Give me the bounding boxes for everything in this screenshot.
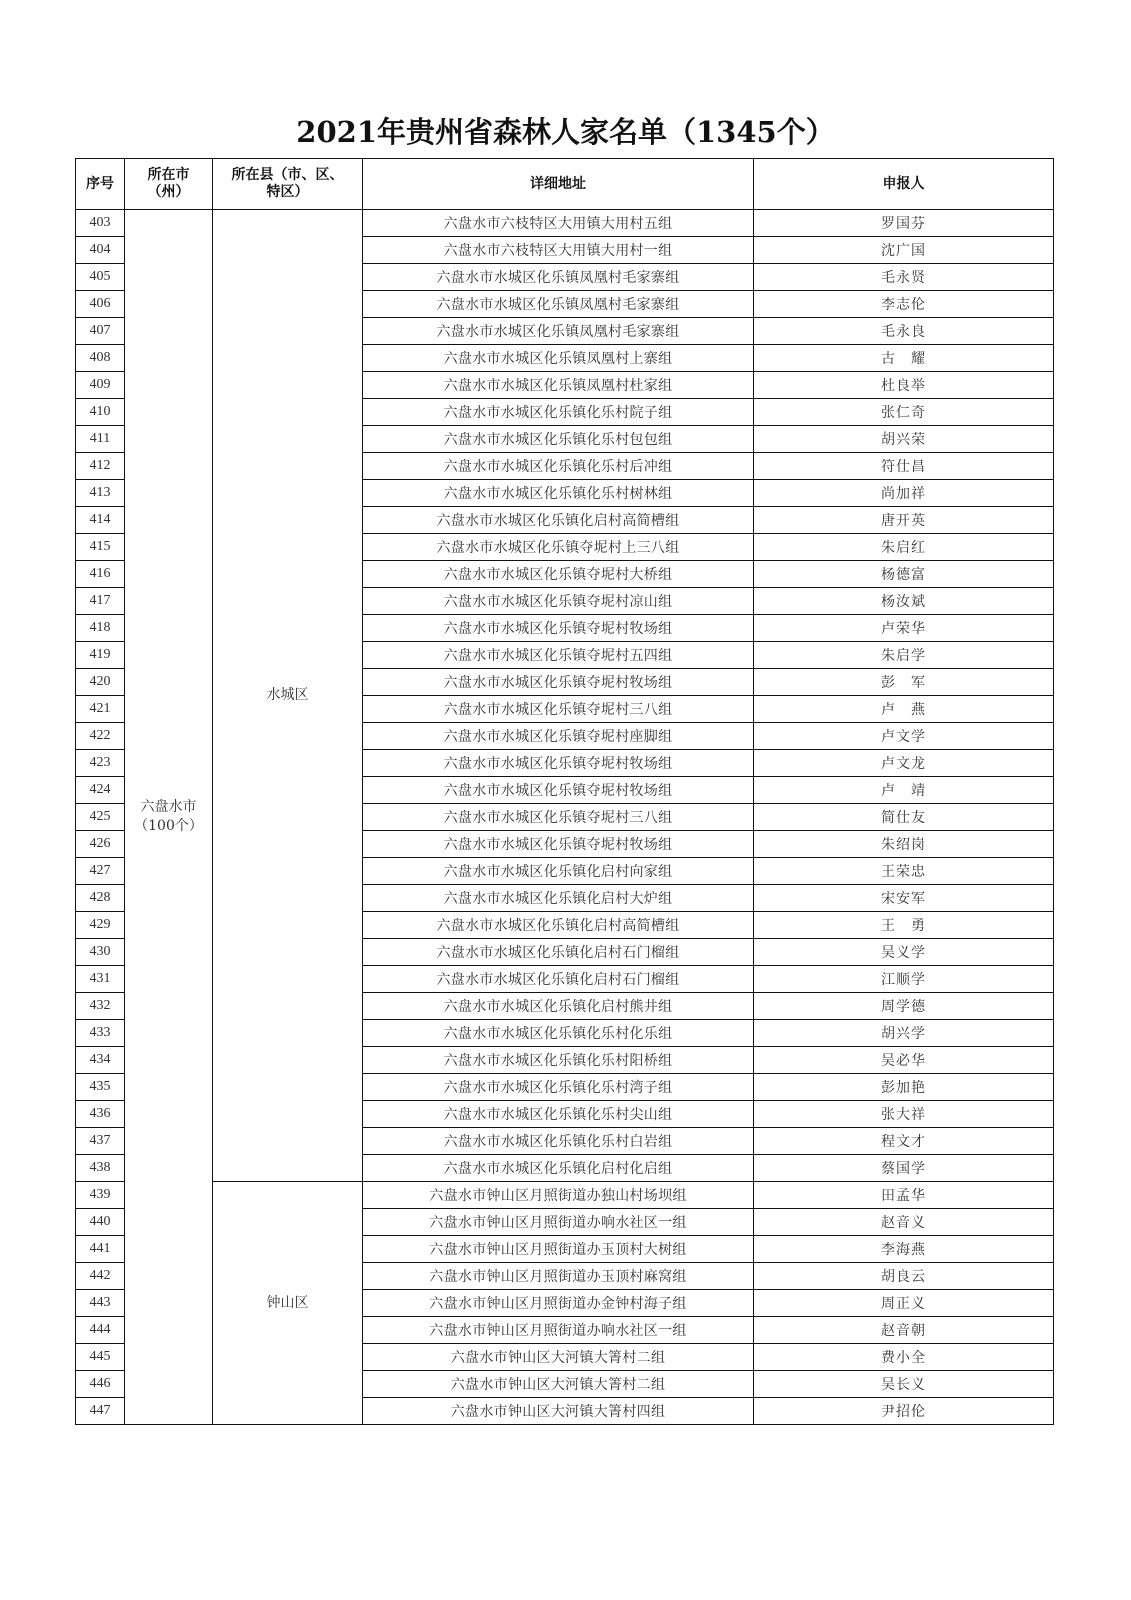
row-address: 六盘水市六枝特区大用镇大用村五组 [363, 210, 754, 237]
row-seq: 443 [76, 1290, 125, 1317]
row-applicant: 周正义 [754, 1290, 1054, 1317]
row-applicant: 毛永贤 [754, 264, 1054, 291]
row-seq: 404 [76, 237, 125, 264]
row-applicant: 王 勇 [754, 912, 1054, 939]
header-county-line2: 特区） [266, 184, 309, 200]
row-applicant: 杨德富 [754, 561, 1054, 588]
row-seq: 437 [76, 1128, 125, 1155]
row-address: 六盘水市水城区化乐镇化启村大炉组 [363, 885, 754, 912]
row-applicant: 周学德 [754, 993, 1054, 1020]
row-seq: 422 [76, 723, 125, 750]
row-address: 六盘水市钟山区月照街道办响水社区一组 [363, 1209, 754, 1236]
row-applicant: 杨汝斌 [754, 588, 1054, 615]
row-applicant: 卢 燕 [754, 696, 1054, 723]
row-address: 六盘水市水城区化乐镇化启村熊井组 [363, 993, 754, 1020]
row-seq: 413 [76, 480, 125, 507]
row-address: 六盘水市水城区化乐镇凤凰村上寨组 [363, 345, 754, 372]
row-address: 六盘水市六枝特区大用镇大用村一组 [363, 237, 754, 264]
row-address: 六盘水市水城区化乐镇凤凰村杜家组 [363, 372, 754, 399]
row-address: 六盘水市水城区化乐镇夺坭村牧场组 [363, 777, 754, 804]
row-address: 六盘水市水城区化乐镇凤凰村毛家寨组 [363, 264, 754, 291]
row-address: 六盘水市水城区化乐镇夺坭村五四组 [363, 642, 754, 669]
row-address: 六盘水市水城区化乐镇凤凰村毛家寨组 [363, 291, 754, 318]
header-city [125, 159, 213, 210]
row-seq: 438 [76, 1155, 125, 1182]
row-applicant: 古 耀 [754, 345, 1054, 372]
row-applicant: 朱启学 [754, 642, 1054, 669]
row-address: 六盘水市钟山区月照街道办玉顶村大树组 [363, 1236, 754, 1263]
row-applicant: 胡良云 [754, 1263, 1054, 1290]
row-applicant: 沈广国 [754, 237, 1054, 264]
row-seq: 436 [76, 1101, 125, 1128]
row-address: 六盘水市水城区化乐镇化乐村化乐组 [363, 1020, 754, 1047]
row-address: 六盘水市水城区化乐镇化乐村树林组 [363, 480, 754, 507]
row-address: 六盘水市水城区化乐镇化乐村阳桥组 [363, 1047, 754, 1074]
row-applicant: 胡兴学 [754, 1020, 1054, 1047]
row-address: 六盘水市钟山区月照街道办金钟村海子组 [363, 1290, 754, 1317]
table-body [76, 210, 1054, 1425]
row-address: 六盘水市水城区化乐镇化启村向家组 [363, 858, 754, 885]
county-cell-zhongshan: 钟山区 [213, 1182, 363, 1425]
row-seq: 409 [76, 372, 125, 399]
header-county [213, 159, 363, 210]
row-applicant: 彭 军 [754, 669, 1054, 696]
row-address: 六盘水市水城区化乐镇化乐村院子组 [363, 399, 754, 426]
row-address: 六盘水市水城区化乐镇凤凰村毛家寨组 [363, 318, 754, 345]
row-seq: 415 [76, 534, 125, 561]
row-seq: 419 [76, 642, 125, 669]
row-seq: 408 [76, 345, 125, 372]
row-address: 六盘水市水城区化乐镇化乐村包包组 [363, 426, 754, 453]
table-row [76, 210, 1054, 237]
row-seq: 426 [76, 831, 125, 858]
row-address: 六盘水市钟山区大河镇大箐村二组 [363, 1371, 754, 1398]
row-address: 六盘水市水城区化乐镇夺坭村牧场组 [363, 615, 754, 642]
row-seq: 420 [76, 669, 125, 696]
row-seq: 446 [76, 1371, 125, 1398]
row-seq: 441 [76, 1236, 125, 1263]
row-address: 六盘水市水城区化乐镇夺坭村大桥组 [363, 561, 754, 588]
row-seq: 433 [76, 1020, 125, 1047]
row-applicant: 吴长义 [754, 1371, 1054, 1398]
row-seq: 412 [76, 453, 125, 480]
row-seq: 405 [76, 264, 125, 291]
row-seq: 440 [76, 1209, 125, 1236]
forest-family-table [75, 158, 1054, 1425]
row-seq: 423 [76, 750, 125, 777]
row-applicant: 尹招伦 [754, 1398, 1054, 1425]
row-address: 六盘水市水城区化乐镇夺坭村三八组 [363, 804, 754, 831]
row-applicant: 卢文龙 [754, 750, 1054, 777]
row-seq: 431 [76, 966, 125, 993]
row-seq: 442 [76, 1263, 125, 1290]
row-address: 六盘水市水城区化乐镇夺坭村座脚组 [363, 723, 754, 750]
row-applicant: 李志伦 [754, 291, 1054, 318]
row-applicant: 罗国芬 [754, 210, 1054, 237]
table-header-row [76, 159, 1054, 210]
row-seq: 406 [76, 291, 125, 318]
row-address: 六盘水市水城区化乐镇夺坭村牧场组 [363, 831, 754, 858]
row-applicant: 吴必华 [754, 1047, 1054, 1074]
row-seq: 425 [76, 804, 125, 831]
row-address: 六盘水市水城区化乐镇化乐村湾子组 [363, 1074, 754, 1101]
row-applicant: 卢文学 [754, 723, 1054, 750]
row-seq: 403 [76, 210, 125, 237]
row-address: 六盘水市钟山区大河镇大箐村四组 [363, 1398, 754, 1425]
row-seq: 427 [76, 858, 125, 885]
row-applicant: 赵音义 [754, 1209, 1054, 1236]
row-applicant: 符仕昌 [754, 453, 1054, 480]
row-address: 六盘水市水城区化乐镇夺坭村三八组 [363, 696, 754, 723]
row-seq: 445 [76, 1344, 125, 1371]
row-seq: 414 [76, 507, 125, 534]
row-address: 六盘水市水城区化乐镇化启村石门榴组 [363, 939, 754, 966]
row-seq: 421 [76, 696, 125, 723]
document-title: 2021年贵州省森林人家名单（1345个） [296, 115, 835, 149]
row-address: 六盘水市钟山区月照街道办独山村场坝组 [363, 1182, 754, 1209]
header-seq [76, 159, 125, 210]
row-seq: 429 [76, 912, 125, 939]
city-cell [125, 210, 213, 1425]
row-applicant: 胡兴荣 [754, 426, 1054, 453]
row-address: 六盘水市水城区化乐镇化启村高简槽组 [363, 507, 754, 534]
header-address-label: 详细地址 [530, 175, 586, 192]
row-address: 六盘水市水城区化乐镇夺坭村牧场组 [363, 669, 754, 696]
header-applicant-label: 申报人 [882, 175, 925, 192]
row-seq: 430 [76, 939, 125, 966]
row-seq: 417 [76, 588, 125, 615]
table-row [76, 1182, 1054, 1209]
header-county-line1: 所在县（市、区、 [231, 167, 344, 183]
row-seq: 410 [76, 399, 125, 426]
row-address: 六盘水市水城区化乐镇化乐村白岩组 [363, 1128, 754, 1155]
row-seq: 428 [76, 885, 125, 912]
row-applicant: 朱启红 [754, 534, 1054, 561]
header-applicant [754, 159, 1054, 210]
row-applicant: 尚加祥 [754, 480, 1054, 507]
row-address: 六盘水市钟山区月照街道办响水社区一组 [363, 1317, 754, 1344]
row-address: 六盘水市水城区化乐镇化乐村后冲组 [363, 453, 754, 480]
row-applicant: 蔡国学 [754, 1155, 1054, 1182]
row-applicant: 唐开英 [754, 507, 1054, 534]
city-count: （100个） [134, 818, 203, 834]
header-city-line2: （州） [147, 184, 190, 200]
row-address: 六盘水市水城区化乐镇夺坭村牧场组 [363, 750, 754, 777]
row-applicant: 毛永良 [754, 318, 1054, 345]
header-city-line1: 所在市 [147, 167, 190, 183]
row-applicant: 江顺学 [754, 966, 1054, 993]
row-address: 六盘水市水城区化乐镇化乐村尖山组 [363, 1101, 754, 1128]
row-seq: 434 [76, 1047, 125, 1074]
row-address: 六盘水市水城区化乐镇夺坭村上三八组 [363, 534, 754, 561]
row-address: 六盘水市钟山区月照街道办玉顶村麻窝组 [363, 1263, 754, 1290]
row-address: 六盘水市钟山区大河镇大箐村二组 [363, 1344, 754, 1371]
row-applicant: 王荣忠 [754, 858, 1054, 885]
row-applicant: 彭加艳 [754, 1074, 1054, 1101]
row-applicant: 程文才 [754, 1128, 1054, 1155]
row-applicant: 吴义学 [754, 939, 1054, 966]
row-address: 六盘水市水城区化乐镇化启村化启组 [363, 1155, 754, 1182]
header-seq-label: 序号 [86, 175, 114, 192]
header-address [363, 159, 754, 210]
row-applicant: 卢荣华 [754, 615, 1054, 642]
row-applicant: 田孟华 [754, 1182, 1054, 1209]
city-name: 六盘水市 [140, 799, 197, 815]
row-applicant: 卢 靖 [754, 777, 1054, 804]
row-applicant: 杜良举 [754, 372, 1054, 399]
row-seq: 407 [76, 318, 125, 345]
row-seq: 435 [76, 1074, 125, 1101]
row-seq: 439 [76, 1182, 125, 1209]
row-applicant: 张大祥 [754, 1101, 1054, 1128]
row-applicant: 宋安军 [754, 885, 1054, 912]
row-applicant: 费小全 [754, 1344, 1054, 1371]
county-cell-shuicheng: 水城区 [213, 210, 363, 1182]
row-address: 六盘水市水城区化乐镇化启村石门榴组 [363, 966, 754, 993]
row-applicant: 朱绍岗 [754, 831, 1054, 858]
row-applicant: 赵音朝 [754, 1317, 1054, 1344]
row-seq: 418 [76, 615, 125, 642]
row-seq: 444 [76, 1317, 125, 1344]
row-applicant: 张仁奇 [754, 399, 1054, 426]
row-address: 六盘水市水城区化乐镇夺坭村凉山组 [363, 588, 754, 615]
row-seq: 447 [76, 1398, 125, 1425]
row-seq: 432 [76, 993, 125, 1020]
row-seq: 424 [76, 777, 125, 804]
row-address: 六盘水市水城区化乐镇化启村高简槽组 [363, 912, 754, 939]
row-applicant: 李海燕 [754, 1236, 1054, 1263]
row-seq: 411 [76, 426, 125, 453]
row-seq: 416 [76, 561, 125, 588]
row-applicant: 简仕友 [754, 804, 1054, 831]
